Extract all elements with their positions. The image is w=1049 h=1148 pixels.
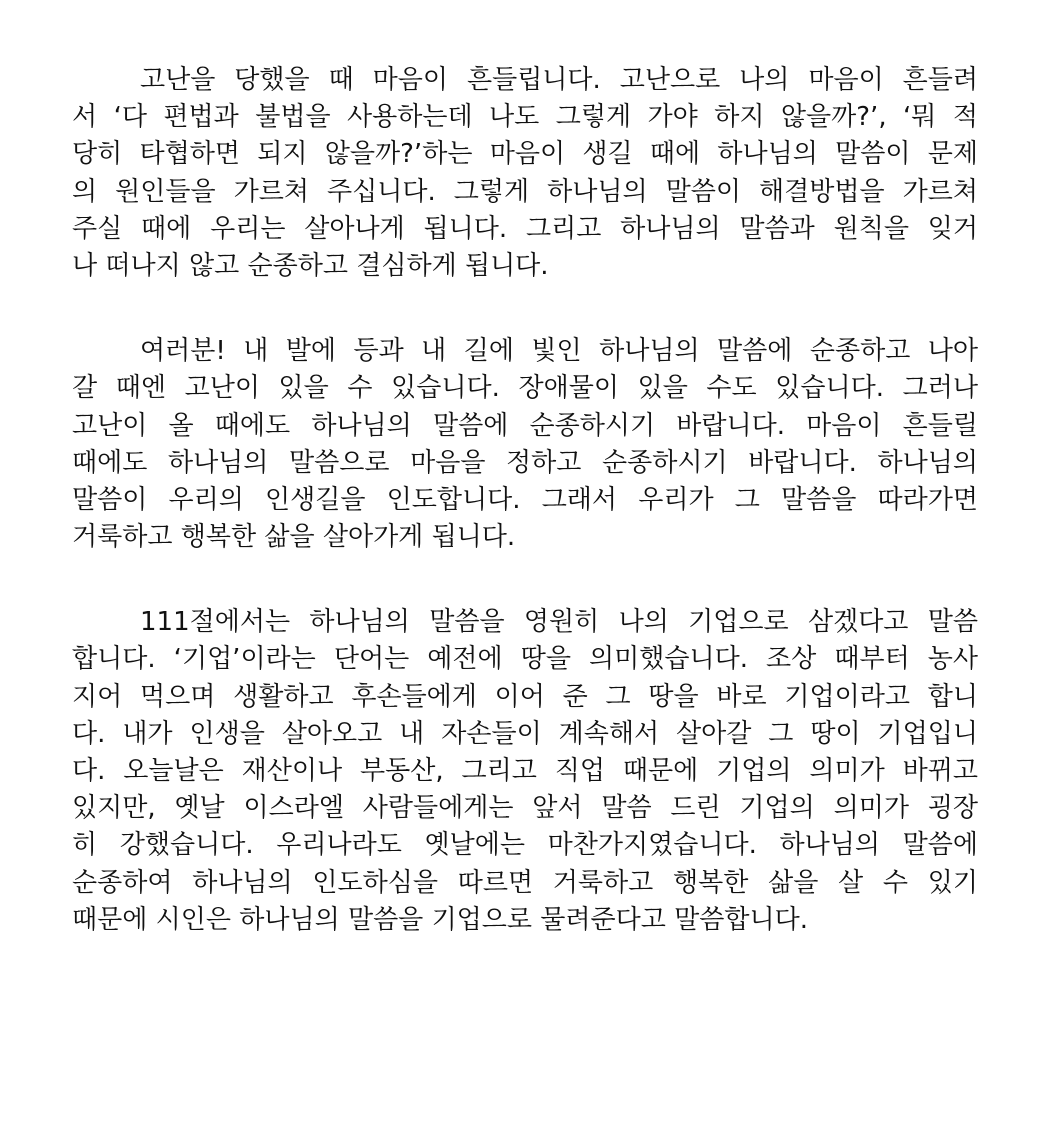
- text-line: 다. 내가 인생을 살아오고 내 자손들이 계속해서 살아갈 그 땅이 기업입니: [72, 718, 978, 749]
- text-line: 주실 때에 우리는 살아나게 됩니다. 그리고 하나님의 말씀과 원칙을 잊거: [72, 213, 978, 244]
- text-line: 나 떠나지 않고 순종하고 결심하게 됩니다.: [72, 250, 549, 281]
- text-line: 때문에 시인은 하나님의 말씀을 기업으로 물려준다고 말씀합니다.: [72, 904, 808, 935]
- text-line: 있지만, 옛날 이스라엘 사람들에게는 앞서 말씀 드린 기업의 의미가 굉장: [72, 793, 978, 824]
- paragraph-1: [72, 62, 978, 285]
- text-line: 거룩하고 행복한 삶을 살아가게 됩니다.: [72, 522, 516, 553]
- text-line: 111절에서는 하나님의 말씀을 영원히 나의 기업으로 삼겠다고 말씀: [140, 607, 978, 638]
- text-line: 여러분! 내 발에 등과 내 길에 빛인 하나님의 말씀에 순종하고 나아: [140, 336, 978, 367]
- text-line: 합니다. ‘기업’이라는 단어는 예전에 땅을 의미했습니다. 조상 때부터 농사: [72, 644, 978, 675]
- text-line: 의 원인들을 가르쳐 주십니다. 그렇게 하나님의 말씀이 해결방법을 가르쳐: [72, 176, 978, 207]
- text-line: 고난이 올 때에도 하나님의 말씀에 순종하시기 바랍니다. 마음이 흔들릴: [72, 410, 978, 441]
- text-line: 서 ‘다 편법과 불법을 사용하는데 나도 그렇게 가야 하지 않을까?’, ‘뭐 적: [72, 102, 978, 133]
- text-line: 말씀이 우리의 인생길을 인도합니다. 그래서 우리가 그 말씀을 따라가면: [72, 484, 978, 515]
- text-line: 때에도 하나님의 말씀으로 마음을 정하고 순종하시기 바랍니다. 하나님의: [72, 447, 978, 478]
- text-line: 당히 타협하면 되지 않을까?’하는 마음이 생길 때에 하나님의 말씀이 문제: [72, 139, 978, 170]
- paragraph-2: [72, 333, 978, 556]
- paragraph-3: [72, 604, 978, 939]
- text-line: 히 강했습니다. 우리나라도 옛날에는 마찬가지였습니다. 하나님의 말씀에: [72, 830, 978, 861]
- text-line: 순종하여 하나님의 인도하심을 따르면 거룩하고 행복한 삶을 살 수 있기: [72, 867, 978, 898]
- text-line: 다. 오늘날은 재산이나 부동산, 그리고 직업 때문에 기업의 의미가 바뀌고: [72, 756, 978, 786]
- text-line: 갈 때엔 고난이 있을 수 있습니다. 장애물이 있을 수도 있습니다. 그러나: [72, 373, 978, 404]
- text-line: 고난을 당했을 때 마음이 흔들립니다. 고난으로 나의 마음이 흔들려: [140, 65, 978, 95]
- text-line: 지어 먹으며 생활하고 후손들에게 이어 준 그 땅을 바로 기업이라고 합니: [72, 681, 978, 712]
- document-page: [72, 62, 978, 987]
